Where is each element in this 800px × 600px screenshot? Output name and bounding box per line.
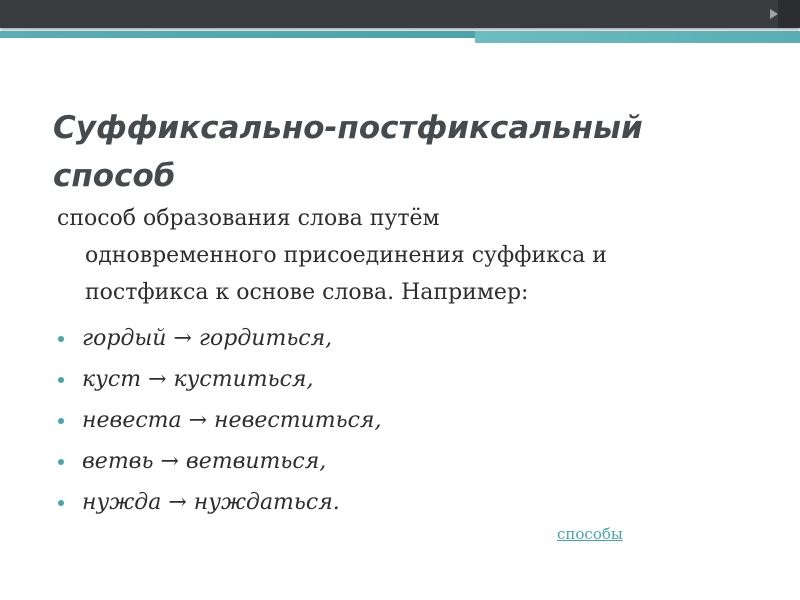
dot-bullet-icon [58, 459, 64, 465]
title-line-2: способ [53, 158, 176, 194]
examples-list [58, 321, 758, 526]
list-item [58, 362, 758, 403]
accent-band-highlight [475, 31, 800, 43]
list-item [58, 444, 758, 485]
methods-link[interactable]: способы [557, 525, 623, 543]
corner-tag [778, 0, 800, 28]
definition-line-1: способ образования слова путём [57, 206, 440, 231]
example-text: невеста → невеститься, [82, 408, 382, 433]
example-text: гордый → гордиться, [82, 326, 333, 351]
example-text: ветвь → ветвиться, [82, 449, 327, 474]
dot-bullet-icon [58, 336, 64, 342]
dot-bullet-icon [58, 418, 64, 424]
triangle-arrow-icon [770, 9, 778, 19]
dot-bullet-icon [58, 500, 64, 506]
dot-bullet-icon [58, 377, 64, 383]
example-text: куст → куститься, [82, 367, 314, 392]
definition-text [57, 200, 757, 311]
list-item [58, 485, 758, 526]
header-band [0, 0, 800, 28]
definition-line-3: постфикса к основе слова. Например: [85, 280, 529, 305]
slide-title [53, 104, 753, 200]
title-line-1: Суффиксально-постфиксальный [53, 110, 643, 146]
list-item [58, 403, 758, 444]
example-text: нужда → нуждаться. [82, 490, 340, 515]
definition-line-2: одновременного присоединения суффикса и [85, 243, 607, 268]
list-item [58, 321, 758, 362]
